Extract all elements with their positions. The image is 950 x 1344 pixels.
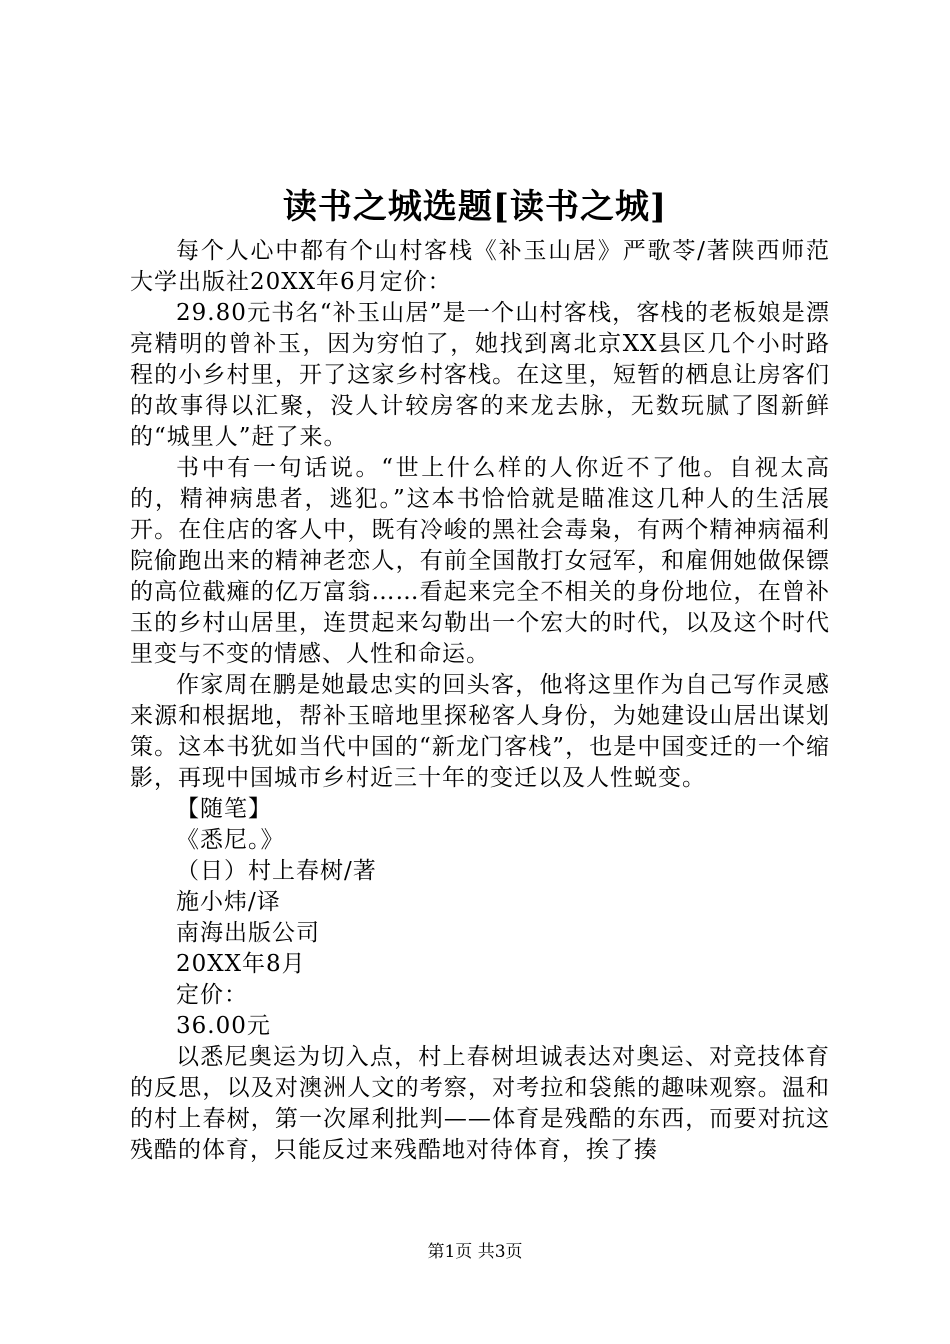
paragraph-book-quote: 书中有一句话说。“世上什么样的人你近不了他。自视太高的，精神病患者，逃犯。”这本书恰恰就是瞄准这几种人的生活展开。在住店的客人中，既有冷峻的黑社会毒枭，有两个精神病福利院偷跑出来的精神老恋人，有前全国散打女冠军，和雇佣她做保镖的高位截瘫的亿万富翁……看起来完全不相关的身份地位，在曾补玉的乡村山居里，连贯起来勾勒出一个宏大的时代，以及这个时代里变与不变的情感、人性和命运。 [130, 455, 830, 667]
book-date: 20XX年8月 [176, 951, 306, 977]
book-title: 《悉尼。》 [176, 827, 285, 853]
paragraph-intro: 每个人心中都有个山村客栈《补玉山居》严歌苓/著陕西师范大学出版社20XX年6月定价： [130, 238, 830, 295]
document-title: 读书之城选题[读书之城] [282, 187, 668, 227]
section-label-essay: 【随笔】 [176, 796, 272, 822]
book-price-label: 定价： [176, 982, 248, 1008]
paragraph-sydney-review: 以悉尼奥运为切入点，村上春树坦诚表达对奥运、对竞技体育的反思，以及对澳洲人文的考察，对考拉和袋熊的趣味观察。温和的村上春树，第一次犀利批判——体育是残酷的东西，而要对抗这残酷的体育，只能反过来残酷地对待体育，挨了揍 [130, 1044, 830, 1163]
book-price-value: 36.00元 [176, 1013, 271, 1039]
paragraph-book-description: 29.80元书名“补玉山居”是一个山村客栈，客栈的老板娘是漂亮精明的曾补玉，因为穷怕了，她找到离北京XX县区几个小时路程的小乡村里，开了这家乡村客栈。在这里，短暂的栖息让房客们的故事得以汇聚，没人计较房客的来龙去脉，无数玩腻了图新鲜的“城里人”赶了来。 [130, 300, 830, 450]
page-footer: 第1页 共3页 [427, 1242, 523, 1262]
paragraph-author-guest: 作家周在鹏是她最忠实的回头客，他将这里作为自己写作灵感来源和根据地，帮补玉暗地里探秘客人身份，为她建设山居出谋划策。这本书犹如当代中国的“新龙门客栈”，也是中国变迁的一个缩影，再现中国城市乡村近三十年的变迁以及人性蜕变。 [130, 672, 830, 791]
document-body [130, 236, 830, 1166]
book-translator: 施小炜/译 [176, 889, 281, 915]
book-publisher: 南海出版公司 [176, 920, 320, 946]
book-author: （日）村上春树/著 [176, 858, 377, 884]
